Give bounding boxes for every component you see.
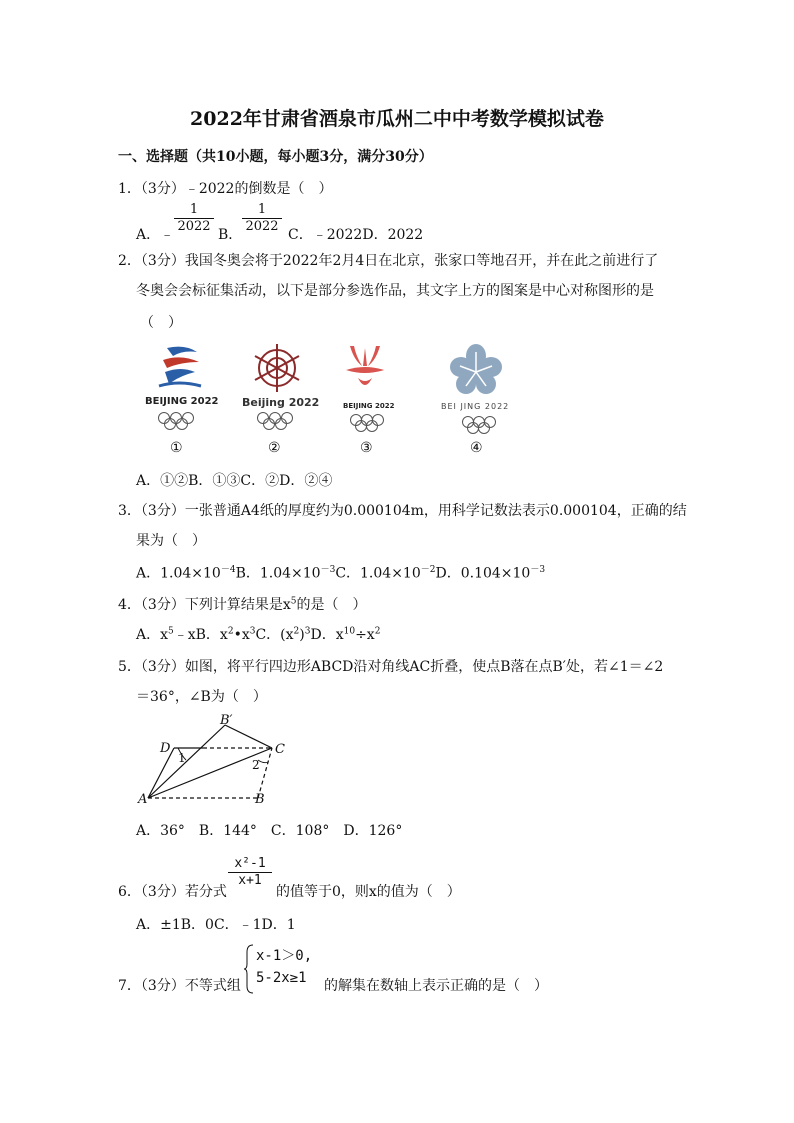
q2-line1: 2．（3分）我国冬奥会将于2022年2月4日在北京，张家口等地召开，并在此之前进行了 (118, 253, 659, 269)
label-angle-1: 1 (178, 751, 186, 765)
q1-a-denominator: 2022 (174, 218, 214, 235)
q4-opt-part3: •x (233, 627, 250, 643)
q7-stem-post: 的解集在数轴上表示正确的是（ ） (324, 978, 548, 994)
q3-option-a-exp: －4 (220, 565, 236, 575)
q3-option-d-exp: －3 (530, 565, 546, 575)
q5-options: A．36° B．144° C．108° D．126° (136, 823, 403, 839)
logo-2-emblem (247, 340, 307, 396)
q1-stem: 1．（3分）﹣2022的倒数是（ ） (118, 181, 333, 197)
q4-opt-part4: C．(x (255, 627, 294, 643)
q4-opt-part1: A．x (136, 627, 169, 643)
q3-option-b-exp: －3 (320, 565, 336, 575)
q6-fraction (228, 856, 272, 889)
q7-brace (244, 944, 254, 994)
section-heading: 一、选择题（共10小题，每小题3分，满分30分） (118, 149, 433, 165)
q4-opt-part5: ) (299, 627, 305, 643)
q4-opt-exp4: 2 (293, 626, 300, 637)
label-b: B (255, 792, 265, 807)
q3-option-b: B．1.04×10 (235, 565, 321, 582)
q7-inequality-1: x-1＞0, (256, 948, 313, 964)
logo-1-text: BEIJING 2022 (145, 396, 219, 407)
q5-line1: 5．（3分）如图，将平行四边形ABCD沿对角线AC折叠，使点B落在点B′处，若∠1＝∠2 (118, 659, 664, 675)
q3-option-c-exp: －2 (420, 565, 436, 575)
label-c: C (275, 742, 285, 757)
logo-3-text: BEIJING 2022 (343, 402, 395, 410)
logo-1-label: ① (170, 440, 183, 456)
q3-line2: 果为（ ） (136, 533, 206, 549)
q6-options: A．±1B．0C．﹣1D．1 (136, 917, 296, 933)
q4-opt-part2: ﹣xB．x (173, 627, 228, 643)
logo-3-emblem (340, 342, 390, 400)
q5-line2: ＝36°，∠B为（ ） (136, 689, 267, 705)
q1-option-b-fraction (242, 202, 282, 235)
q4-opt-exp1: 5 (168, 626, 174, 637)
q4-opt-exp7: 2 (374, 626, 381, 637)
q3-option-c: C．1.04×10 (335, 565, 421, 582)
q3-options (136, 562, 545, 583)
q4-stem-exp: 5 (290, 596, 297, 607)
q1-option-b-prefix: B． (218, 227, 243, 243)
q1-option-a-prefix: A．﹣ (136, 227, 175, 243)
q4-stem-post: 的是（ ） (296, 597, 367, 613)
q4-opt-part7: ÷x (355, 627, 375, 643)
q6-numerator: x²-1 (234, 856, 266, 871)
q1-a-numerator: 1 (189, 202, 199, 217)
q1-options-cd: C．﹣2022D．2022 (288, 227, 424, 243)
q3-line1: 3．（3分）一张普通A4纸的厚度约为0.000104m，用科学记数法表示0.000104，正确的结 (118, 503, 687, 519)
logo-3-label: ③ (360, 440, 373, 456)
q7-stem-pre: 7．（3分）不等式组 (118, 978, 241, 994)
q6-denominator: x+1 (228, 872, 272, 889)
q1-option-a-fraction (174, 202, 214, 235)
q3-option-d: D．0.104×10 (435, 565, 531, 582)
q4-options (136, 624, 380, 644)
q2-line3: （ ） (140, 315, 182, 331)
q7-inequality-2: 5-2x≥1 (256, 970, 307, 986)
q1-b-numerator: 1 (257, 202, 267, 217)
q4-opt-part6: D．x (310, 627, 344, 643)
q2-options: A．①②B．①③C．②D．②④ (136, 473, 333, 489)
q4-opt-exp3: 3 (249, 626, 256, 637)
q4-opt-exp6: 10 (343, 626, 356, 637)
label-a: A (138, 792, 148, 807)
logo-4-text: BEI JING 2022 (441, 402, 510, 411)
q6-stem-pre: 6．（3分）若分式 (118, 884, 227, 900)
q4-opt-exp5: 3 (304, 626, 311, 637)
label-b-prime: B′ (220, 713, 233, 728)
q6-stem-post: 的值等于0，则x的值为（ ） (276, 884, 461, 900)
logo-4-emblem (446, 342, 506, 398)
logo-4-label: ④ (470, 440, 483, 456)
q3-option-a: A．1.04×10 (136, 565, 221, 582)
q4-opt-exp2: 2 (227, 626, 234, 637)
q2-line2: 冬奥会会标征集活动，以下是部分参选作品，其文字上方的图案是中心对称图形的是 (136, 283, 654, 299)
logo-2-label: ② (268, 440, 281, 456)
q4-stem (118, 594, 366, 614)
logo-1-emblem (145, 342, 215, 392)
q5-parallelogram-figure (130, 710, 300, 810)
q4-stem-pre: 4．（3分）下列计算结果是x (118, 597, 291, 613)
page-title: 2022年甘肃省酒泉市瓜州二中中考数学模拟试卷 (190, 108, 604, 130)
label-angle-2: 2 (252, 758, 260, 772)
q1-b-denominator: 2022 (242, 218, 282, 235)
logo-2-text: Beijing 2022 (242, 396, 320, 409)
label-d: D (160, 741, 171, 756)
